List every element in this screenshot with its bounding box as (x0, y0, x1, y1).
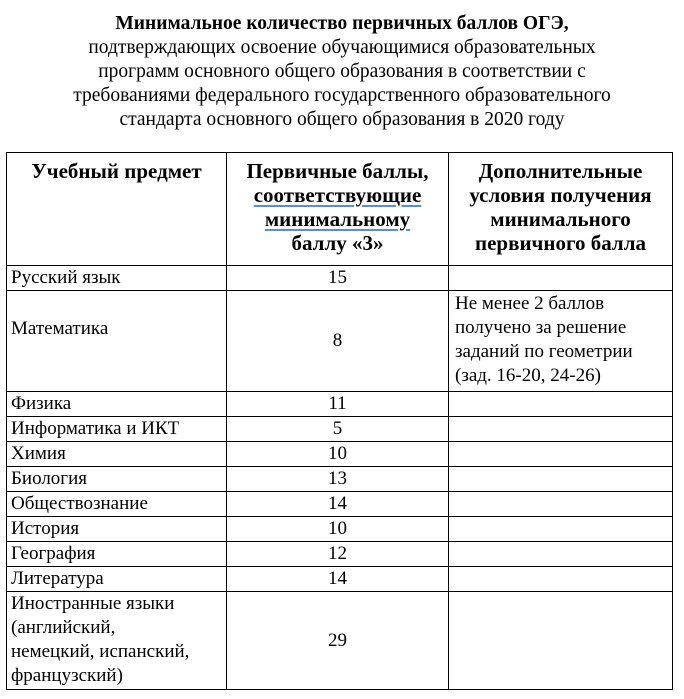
table-header-row (7, 153, 673, 266)
score-cell: 15 (227, 266, 449, 291)
table-row (7, 542, 673, 567)
extra-cell (449, 417, 673, 442)
extra-cell (449, 266, 673, 291)
extra-cell (449, 492, 673, 517)
extra-cell (449, 291, 673, 392)
table-row (7, 442, 673, 467)
subject-cell: География (7, 542, 227, 567)
score-cell: 10 (227, 517, 449, 542)
extra-line: получено за решение (455, 317, 627, 338)
subject-cell (7, 592, 227, 690)
header-score-line-3: минимальному (264, 207, 411, 231)
subject-line: (английский, (11, 617, 116, 638)
score-cell: 14 (227, 567, 449, 592)
score-cell: 5 (227, 417, 449, 442)
subject-cell: Биология (7, 467, 227, 492)
subject-cell: История (7, 517, 227, 542)
table-row (7, 492, 673, 517)
document-title (0, 12, 684, 132)
header-extra-line-4: первичного балла (475, 231, 646, 255)
subject-cell: Информатика и ИКТ (7, 417, 227, 442)
table-row (7, 266, 673, 291)
score-cell: 8 (227, 291, 449, 392)
score-cell: 11 (227, 392, 449, 417)
header-extra-line-2: условия получения (469, 183, 652, 207)
table-row (7, 567, 673, 592)
extra-cell (449, 542, 673, 567)
header-score (227, 153, 449, 266)
score-cell: 14 (227, 492, 449, 517)
subject-line: Иностранные языки (11, 593, 175, 614)
subject-cell: Литература (7, 567, 227, 592)
title-line-2: подтверждающих освоение обучающимися образовательных (88, 37, 596, 58)
score-cell: 12 (227, 542, 449, 567)
extra-cell (449, 467, 673, 492)
table-row (7, 392, 673, 417)
table-row (7, 467, 673, 492)
title-line-5: стандарта основного общего образования в 2020 году (119, 109, 565, 130)
header-score-line-2: соответствующие (253, 183, 422, 207)
subject-cell: Обществознание (7, 492, 227, 517)
subject-cell: Физика (7, 392, 227, 417)
title-line-1: Минимальное количество первичных баллов ОГЭ, (115, 13, 569, 34)
subject-cell: Русский язык (7, 266, 227, 291)
score-cell: 29 (227, 592, 449, 690)
extra-cell (449, 517, 673, 542)
table-row (7, 291, 673, 392)
subject-line: немецкий, испанский, (11, 641, 190, 662)
scores-table (6, 152, 673, 690)
extra-line: (зад. 16-20, 24-26) (455, 365, 601, 386)
header-extra (449, 153, 673, 266)
score-cell: 10 (227, 442, 449, 467)
header-score-line-1: Первичные баллы, (246, 159, 429, 183)
subject-cell: Химия (7, 442, 227, 467)
extra-line: Не менее 2 баллов (455, 293, 605, 314)
header-score-line-4: баллу «3» (291, 231, 384, 255)
table-row (7, 517, 673, 542)
table-row (7, 417, 673, 442)
title-line-3: программ основного общего образования в соответствии с (98, 61, 586, 82)
header-subject: Учебный предмет (7, 153, 227, 266)
extra-cell (449, 567, 673, 592)
subject-cell: Математика (7, 291, 227, 392)
header-extra-line-1: Дополнительные (478, 159, 643, 183)
table-row (7, 592, 673, 690)
subject-line: французский) (11, 665, 123, 686)
extra-cell (449, 442, 673, 467)
extra-line: заданий по геометрии (455, 341, 633, 362)
title-line-4: требованиями федерального государственного образовательного (73, 85, 611, 106)
score-cell: 13 (227, 467, 449, 492)
extra-cell (449, 592, 673, 690)
header-extra-line-3: минимального (490, 207, 631, 231)
extra-cell (449, 392, 673, 417)
